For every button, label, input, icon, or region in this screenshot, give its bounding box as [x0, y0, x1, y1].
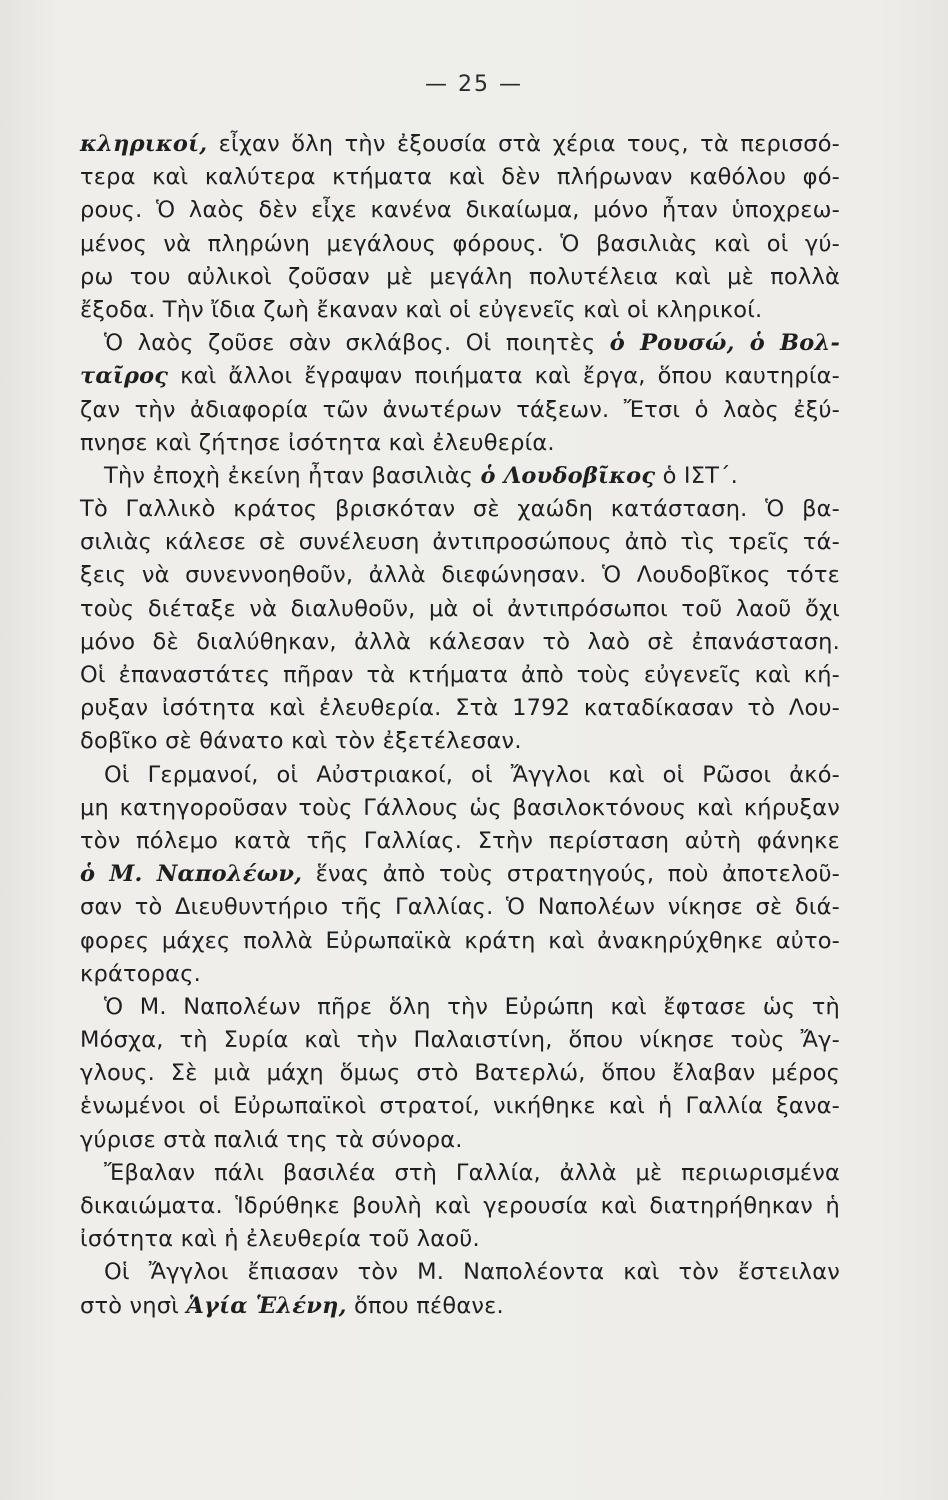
text-segment: Τὴν ἐποχὴ ἐκείνη ἦταν βασιλιὰς: [104, 462, 481, 489]
text-segment: κράτορας.: [80, 960, 201, 987]
text-line: [80, 1024, 840, 1057]
text-line: [80, 394, 840, 427]
text-line: [80, 1223, 840, 1256]
text-segment: ὁ ΙΣΤ΄.: [655, 462, 738, 489]
text-segment: γύρισε στὰ παλιά της τὰ σύνορα.: [80, 1126, 463, 1153]
text-line: [80, 792, 840, 825]
text-segment: Οἱ Ἄγγλοι ἔπιασαν τὸν Μ. Ναπολέοντα καὶ τὸν ἔστειλαν: [104, 1259, 840, 1286]
text-segment: ἕνας ἀπὸ τοὺς στρατηγούς, ποὺ ἀποτελοῦ-: [302, 861, 840, 888]
text-line: [80, 1290, 840, 1323]
text-segment: σιλιὰς κάλεσε σὲ συνέλευση ἀντιπροσώπους ἀπὸ τὶς τρεῖς τά-: [80, 529, 840, 556]
text-line: [80, 659, 840, 692]
text-segment: ἰσότητα καὶ ἡ ἐλευθερία τοῦ λαοῦ.: [80, 1226, 480, 1253]
page-number: — 25 —: [425, 72, 523, 97]
text-segment: δοβῖκο σὲ θάνατο καὶ τὸν ἐξετέλεσαν.: [80, 728, 522, 755]
text-line: [80, 991, 840, 1024]
text-line: [80, 1124, 840, 1157]
emphasized-name: Ἁγία Ἑλένη,: [186, 1292, 347, 1319]
text-segment: τερα καὶ καλύτερα κτήματα καὶ δὲν πλήρωναν καθόλου φό-: [80, 164, 840, 191]
text-line: [80, 725, 840, 758]
text-line: [80, 460, 840, 493]
text-line: [80, 1057, 840, 1090]
text-segment: φορες μάχες πολλὰ Εὐρωπαϊκὰ κράτη καὶ ἀνακηρύχθηκε αὐτο-: [80, 927, 840, 954]
text-line: [80, 692, 840, 725]
text-line: [80, 925, 840, 958]
emphasized-name: ὁ Λουδοβῖκος: [480, 462, 656, 489]
text-line: [80, 161, 840, 194]
emphasized-name: ταῖρος: [80, 363, 169, 390]
text-segment: καὶ ἄλλοι ἔγραψαν ποιήματα καὶ ἔργα, ὅπου καυτηρία-: [168, 363, 840, 390]
text-segment: πνησε καὶ ζήτησε ἰσότητα καὶ ἐλευθερία.: [80, 429, 555, 456]
text-segment: στὸ νησὶ: [80, 1292, 187, 1319]
text-segment: μόνο δὲ διαλύθηκαν, ἀλλὰ κάλεσαν τὸ λαὸ σὲ ἐπανάσταση.: [80, 628, 840, 655]
text-line: [80, 1190, 840, 1223]
emphasized-name: ὁ Μ. Ναπολέων,: [80, 861, 303, 888]
text-segment: τοὺς διέταξε νὰ διαλυθοῦν, μὰ οἱ ἀντιπρόσωποι τοῦ λαοῦ ὄχι: [80, 595, 840, 622]
text-segment: ἔξοδα. Τὴν ἴδια ζωὴ ἔκαναν καὶ οἱ εὐγενεῖς καὶ οἱ κληρικοί.: [80, 296, 763, 323]
text-segment: ρους. Ὁ λαὸς δὲν εἶχε κανένα δικαίωμα, μόνο ἦταν ὑποχρεω-: [80, 197, 840, 224]
text-segment: ξεις νὰ συνεννοηθοῦν, ἀλλὰ διεφώνησαν. Ὁ Λουδοβῖκος τότε: [80, 562, 840, 589]
text-segment: ρω του αὐλικοὶ ζοῦσαν μὲ μεγάλη πολυτέλεια καὶ μὲ πολλὰ: [80, 263, 840, 290]
text-segment: Ἔβαλαν πάλι βασιλέα στὴ Γαλλία, ἀλλὰ μὲ περιωρισμένα: [104, 1159, 840, 1186]
text-segment: ρυξαν ἰσότητα καὶ ἐλευθερία. Στὰ 1792 καταδίκασαν τὸ Λου-: [80, 695, 840, 722]
text-line: [80, 526, 840, 559]
emphasized-name: κληρικοί,: [80, 131, 208, 157]
text-line: [80, 128, 840, 161]
text-line: [80, 825, 840, 858]
body-text: [80, 128, 840, 1323]
text-line: [80, 294, 840, 327]
text-segment: Τὸ Γαλλικὸ κράτος βρισκόταν σὲ χαώδη κατάσταση. Ὁ βα-: [80, 496, 840, 523]
text-line: [80, 759, 840, 792]
text-line: [80, 559, 840, 592]
text-segment: τὸν πόλεμο κατὰ τῆς Γαλλίας. Στὴν περίσταση αὐτὴ φάνηκε: [80, 827, 840, 854]
text-line: [80, 891, 840, 924]
text-segment: Οἱ Γερμανοί, οἱ Αὐστριακοί, οἱ Ἄγγλοι καὶ οἱ Ρῶσοι ἀκό-: [104, 761, 840, 788]
text-segment: δικαιώματα. Ἱδρύθηκε βουλὴ καὶ γερουσία καὶ διατηρήθηκαν ἡ: [80, 1193, 840, 1219]
text-line: [80, 1157, 840, 1190]
text-line: [80, 327, 840, 360]
text-segment: ἑνωμένοι οἱ Εὐρωπαϊκοὶ στρατοί, νικήθηκε καὶ ἡ Γαλλία ξανα-: [80, 1093, 840, 1120]
text-segment: μη κατηγοροῦσαν τοὺς Γάλλους ὡς βασιλοκτόνους καὶ κήρυξαν: [80, 794, 840, 821]
text-segment: Ὁ Μ. Ναπολέων πῆρε ὅλη τὴν Εὐρώπη καὶ ἔφτασε ὡς τὴ: [104, 993, 840, 1020]
text-line: [80, 958, 840, 991]
text-segment: Οἱ ἐπαναστάτες πῆραν τὰ κτήματα ἀπὸ τοὺς εὐγενεῖς καὶ κή-: [80, 662, 840, 688]
text-line: [80, 360, 840, 393]
text-line: [80, 261, 840, 294]
text-segment: ὅπου πέθανε.: [346, 1292, 504, 1319]
text-segment: γλους. Σὲ μιὰ μάχη ὅμως στὸ Βατερλώ, ὅπου ἔλαβαν μέρος: [80, 1060, 840, 1087]
text-line: [80, 626, 840, 659]
text-segment: σαν τὸ Διευθυντήριο τῆς Γαλλίας. Ὁ Ναπολέων νίκησε σὲ διά-: [80, 894, 840, 921]
text-line: [80, 194, 840, 227]
text-line: [80, 1256, 840, 1289]
text-line: [80, 228, 840, 261]
text-segment: εἶχαν ὅλη τὴν ἐξουσία στὰ χέρια τους, τὰ περισσό-: [207, 131, 840, 157]
text-segment: ζαν τὴν ἀδιαφορία τῶν ἀνωτέρων τάξεων. Ἔτσι ὁ λαὸς ἐξύ-: [80, 396, 840, 423]
text-segment: Μόσχα, τὴ Συρία καὶ τὴν Παλαιστίνη, ὅπου νίκησε τοὺς Ἄγ-: [80, 1027, 840, 1054]
text-line: [80, 427, 840, 460]
text-line: [80, 858, 840, 891]
text-line: [80, 593, 840, 626]
emphasized-name: ὁ Ρουσώ, ὁ Βολ-: [609, 330, 840, 357]
text-segment: Ὁ λαὸς ζοῦσε σὰν σκλάβος. Οἱ ποιητὲς: [104, 330, 610, 357]
text-line: [80, 1090, 840, 1123]
text-segment: μένος νὰ πληρώνη μεγάλους φόρους. Ὁ βασιλιὰς καὶ οἱ γύ-: [80, 230, 840, 257]
text-line: [80, 493, 840, 526]
